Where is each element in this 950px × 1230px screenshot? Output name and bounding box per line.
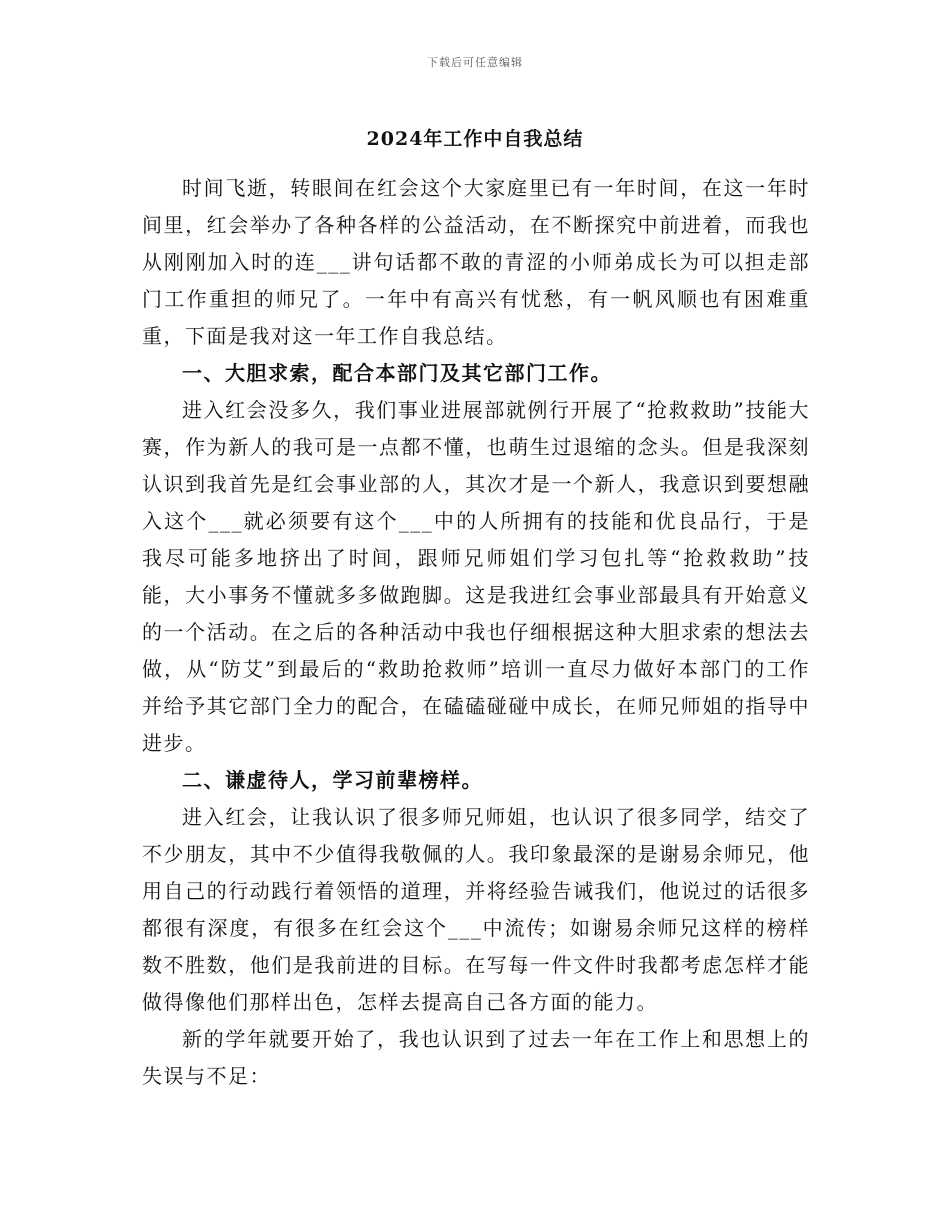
document-body	[142, 170, 810, 1095]
paragraph-section-1: 进入红会没多久，我们事业进展部就例行开展了“抢救救助”技能大赛，作为新人的我可是一点都不懂，也萌生过退缩的念头。但是我深刻认识到我首先是红会事业部的人，其次才是一个新人，我意识到要想融入这个___就必须要有这个___中的人所拥有的技能和优良品行，于是我尽可能多地挤出了时间，跟师兄师姐们学习包扎等“抢救救助”技能，大小事务不懂就多多做跑脚。这是我进红会事业部最具有开始意义的一个活动。在之后的各种活动中我也仔细根据这种大胆求索的想法去做，从“防艾”到最后的“救助抢救师”培训一直尽力做好本部门的工作并给予其它部门全力的配合，在磕磕碰碰中成长，在师兄师姐的指导中进步。	[142, 398, 810, 755]
header-note: 下载后可任意编辑	[427, 56, 523, 69]
paragraph-intro: 时间飞逝，转眼间在红会这个大家庭里已有一年时间，在这一年时间里，红会举办了各种各样的公益活动，在不断探究中前进着，而我也从刚刚加入时的连___讲句话都不敢的青涩的小师弟成长为可以担走部门工作重担的师兄了。一年中有高兴有忧愁，有一帆风顺也有困难重重，下面是我对这一年工作自我总结。	[142, 176, 810, 348]
document-title: 2024年工作中自我总结	[366, 128, 584, 150]
paragraph-section-2: 进入红会，让我认识了很多师兄师姐，也认识了很多同学，结交了不少朋友，其中不少值得我敬佩的人。我印象最深的是谢易余师兄，他用自己的行动践行着领悟的道理，并将经验告诫我们，他说过的话很多都很有深度，有很多在红会这个___中流传；如谢易余师兄这样的榜样数不胜数，他们是我前进的目标。在写每一件文件时我都考虑怎样才能做得像他们那样出色，怎样去提高自己各方面的能力。	[142, 805, 810, 1014]
paragraph-closing: 新的学年就要开始了，我也认识到了过去一年在工作上和思想上的失误与不足：	[142, 1027, 810, 1088]
section-heading-1: 一、大胆求索，配合本部门及其它部门工作。	[182, 361, 612, 385]
section-heading-2: 二、谦虚待人，学习前辈榜样。	[182, 768, 483, 792]
